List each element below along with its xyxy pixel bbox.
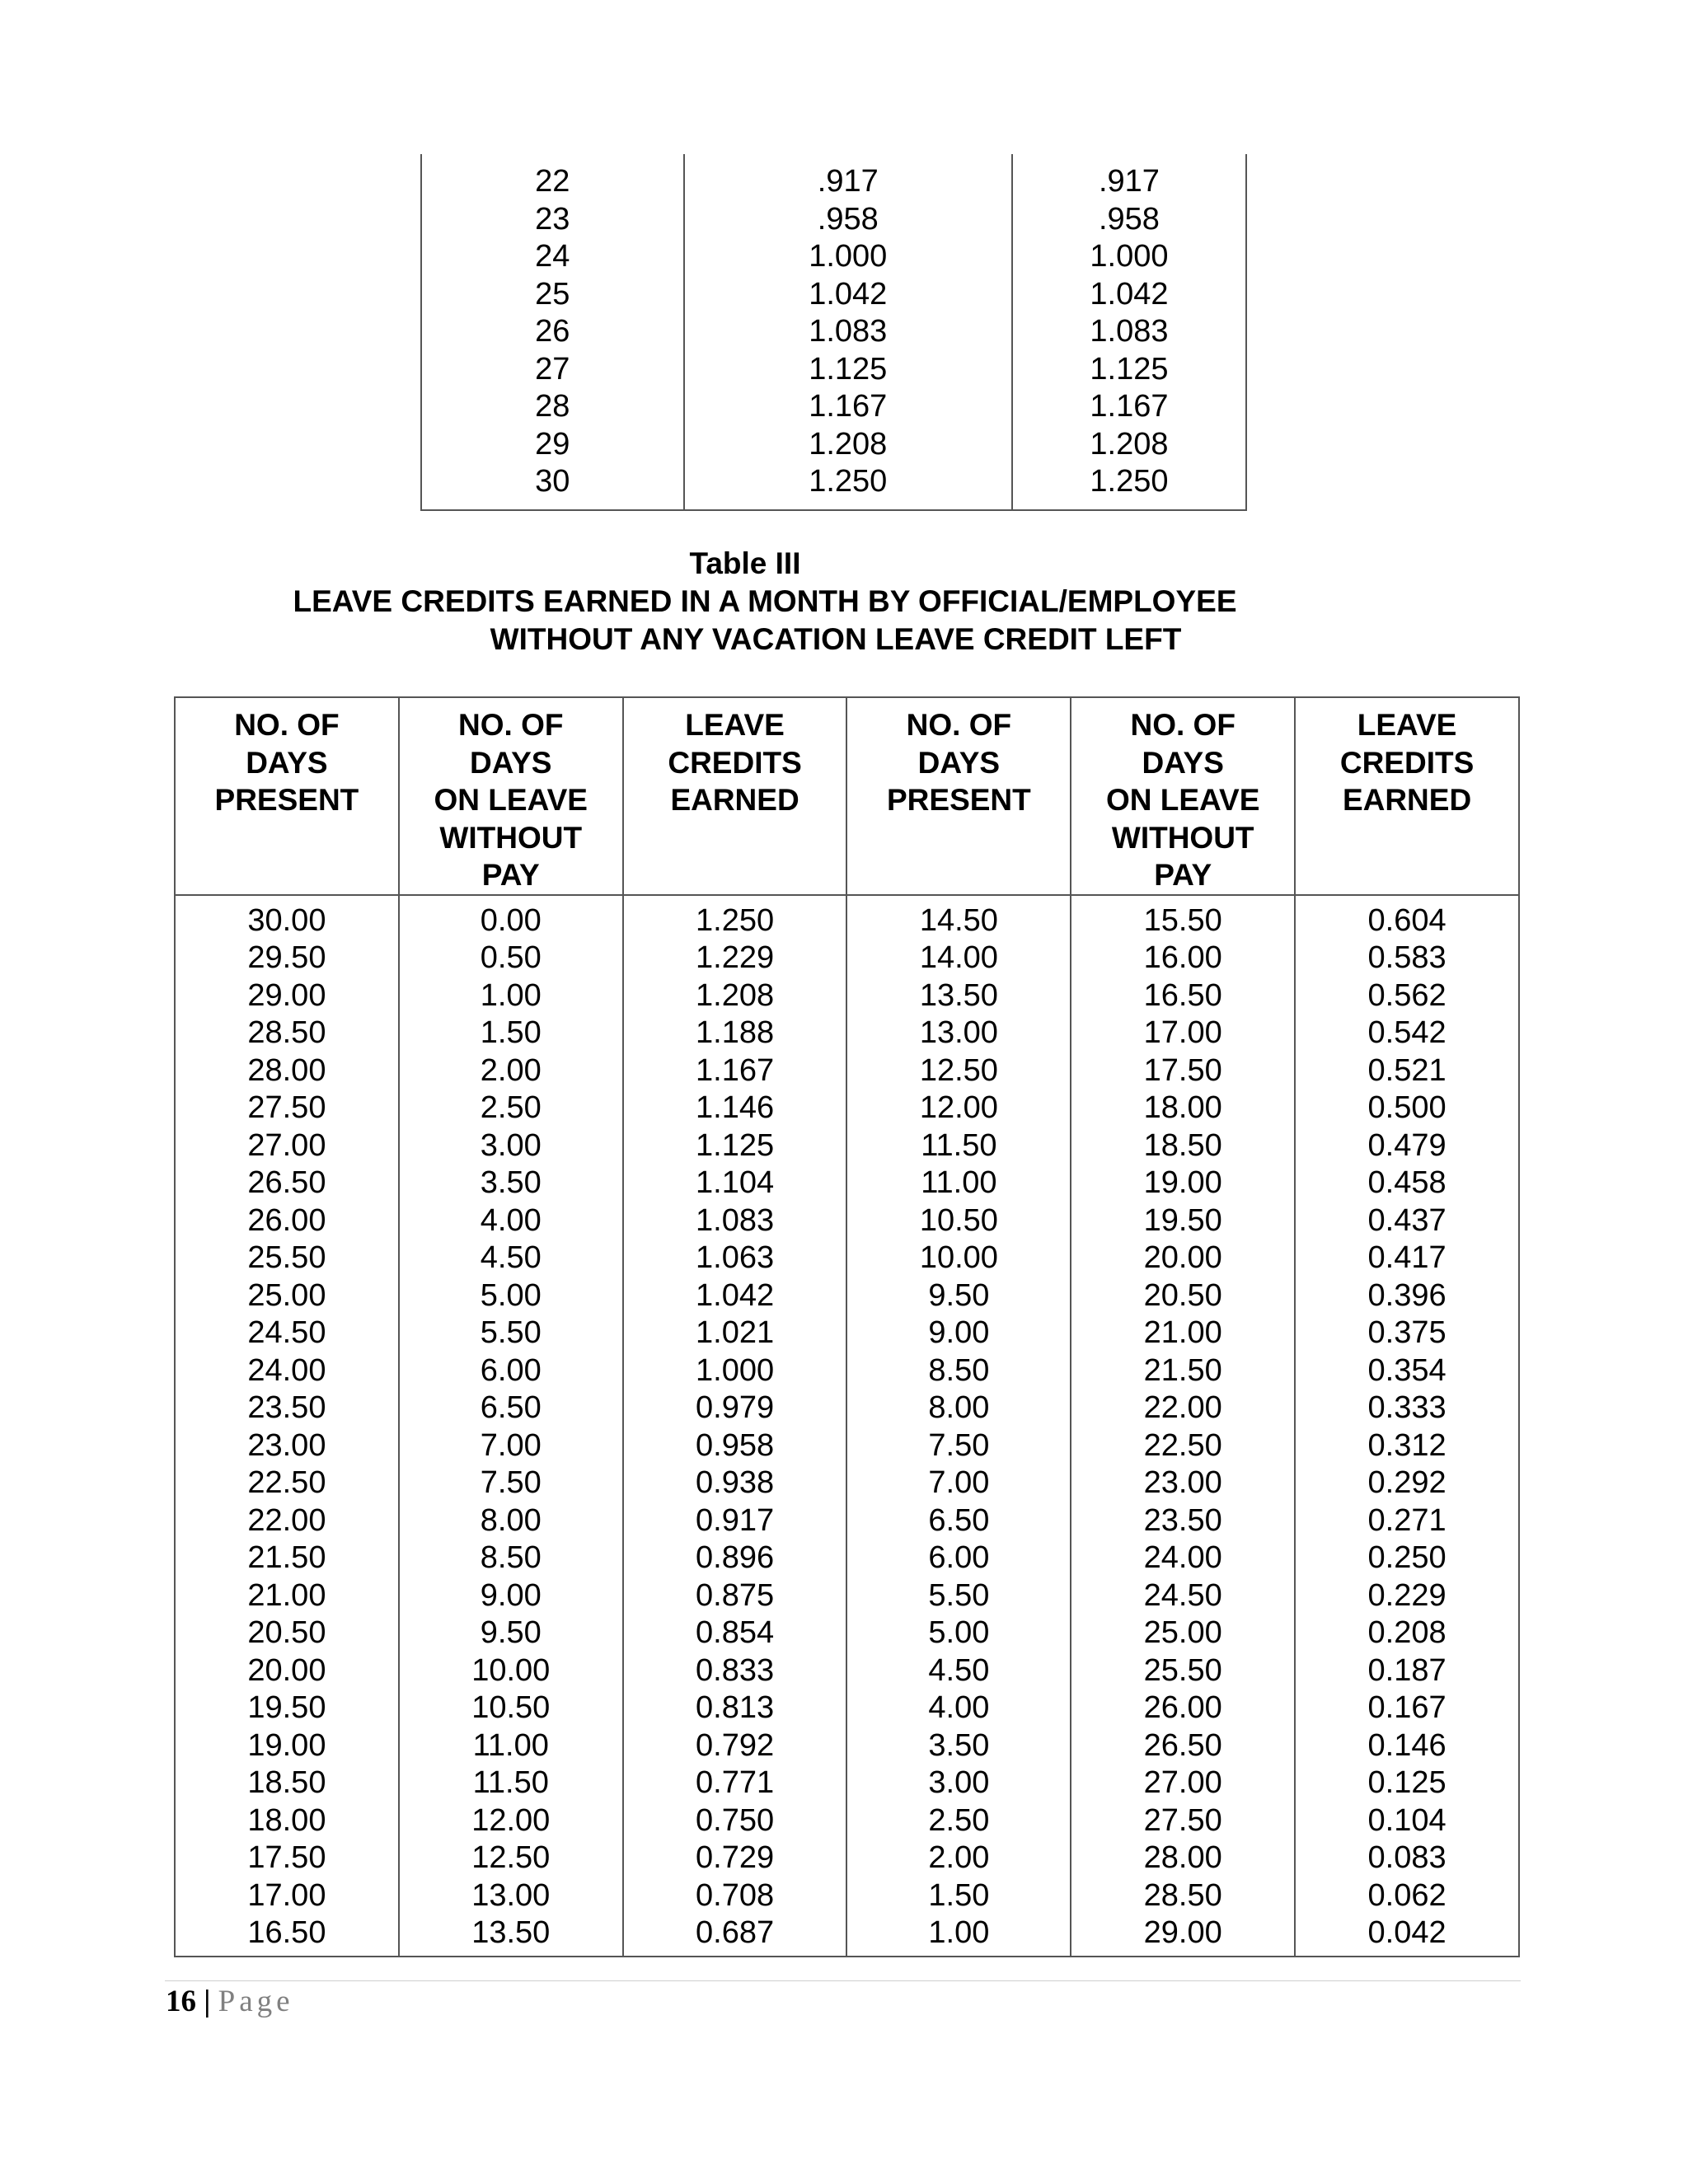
table-label: Table III: [689, 546, 801, 580]
table-row: [175, 1577, 1519, 1615]
table-row: [175, 1465, 1519, 1502]
table-cell: 0.708: [623, 1877, 847, 1915]
table-cell: 4.00: [846, 1690, 1071, 1727]
table-cell: 13.50: [846, 977, 1071, 1015]
table-cell: 0.104: [1295, 1802, 1519, 1840]
table-cell: 19.50: [175, 1690, 399, 1727]
table-cell: 0.042: [1295, 1915, 1519, 1957]
table-cell: 0.792: [623, 1727, 847, 1765]
table-row: [175, 1240, 1519, 1277]
table-cell: 16.00: [1071, 940, 1295, 977]
table-cell: 0.354: [1295, 1352, 1519, 1390]
table-cell: 0.521: [1295, 1052, 1519, 1090]
table-cell: 0.00: [399, 895, 623, 940]
column-header-line: PRESENT: [214, 783, 359, 817]
column-header-line: LEAVE: [685, 708, 785, 742]
page-label: Page: [218, 1985, 294, 2018]
leave-credits-continuation-table: [420, 154, 1247, 511]
table-cell: 0.854: [623, 1615, 847, 1652]
table-cell: 0.687: [623, 1915, 847, 1957]
table-cell: 14.00: [846, 940, 1071, 977]
column-header-line: NO. OF: [1130, 708, 1236, 742]
top-table-cell: 30: [535, 464, 570, 499]
top-table-cell: .958: [817, 201, 879, 237]
table-cell: 17.50: [1071, 1052, 1295, 1090]
table-cell: 8.00: [399, 1502, 623, 1540]
top-table-cell: 1.083: [809, 314, 888, 349]
table-cell: 7.50: [399, 1465, 623, 1502]
table-cell: 8.00: [846, 1390, 1071, 1427]
table-row: [175, 1015, 1519, 1052]
column-header: [175, 697, 399, 895]
top-table-cell: 1.000: [1090, 239, 1169, 274]
table-cell: 27.50: [1071, 1802, 1295, 1840]
column-header-line: DAYS: [1142, 745, 1224, 780]
table-cell: 11.00: [399, 1727, 623, 1765]
table-cell: 22.00: [1071, 1390, 1295, 1427]
table-cell: 13.50: [399, 1915, 623, 1957]
table-row: [175, 940, 1519, 977]
column-header-line: EARNED: [1342, 783, 1472, 817]
table-cell: 25.00: [1071, 1615, 1295, 1652]
table-cell: 4.50: [846, 1652, 1071, 1690]
table-cell: 9.50: [399, 1615, 623, 1652]
table-header-row: [175, 697, 1519, 895]
table-cell: 0.479: [1295, 1127, 1519, 1165]
table-cell: 27.00: [1071, 1765, 1295, 1802]
table-row: [175, 1802, 1519, 1840]
table-cell: 2.50: [846, 1802, 1071, 1840]
top-table-cell: 1.208: [809, 426, 888, 462]
column-header: [399, 697, 623, 895]
table-cell: 12.00: [399, 1802, 623, 1840]
table-cell: 29.00: [1071, 1915, 1295, 1957]
top-table-cell: 23: [535, 201, 570, 237]
table-cell: 0.125: [1295, 1765, 1519, 1802]
table-cell: 10.50: [399, 1690, 623, 1727]
table-cell: 26.00: [1071, 1690, 1295, 1727]
table-row: [175, 1840, 1519, 1877]
column-header: [846, 697, 1071, 895]
table-cell: 4.50: [399, 1240, 623, 1277]
top-table-cell: 1.250: [1090, 464, 1169, 499]
table-row: [175, 1202, 1519, 1240]
top-table-cell: 28: [535, 389, 570, 424]
column-header-line: DAYS: [917, 745, 1001, 780]
table-cell: 9.00: [399, 1577, 623, 1615]
table-cell: 3.50: [846, 1727, 1071, 1765]
table-row: [175, 977, 1519, 1015]
table-cell: 0.50: [399, 940, 623, 977]
table-row: [175, 1540, 1519, 1577]
top-table-cell: 24: [535, 239, 570, 274]
table-cell: 13.00: [846, 1015, 1071, 1052]
table-cell: 1.125: [623, 1127, 847, 1165]
table-cell: 0.292: [1295, 1465, 1519, 1502]
column-header-line: LEAVE: [1357, 708, 1457, 742]
table-cell: 1.104: [623, 1165, 847, 1202]
table-cell: 9.50: [846, 1277, 1071, 1315]
column-header-line: WITHOUT: [439, 820, 583, 855]
top-table-cell: 1.125: [809, 351, 888, 387]
table-cell: 2.50: [399, 1090, 623, 1127]
table-row: [175, 1502, 1519, 1540]
table-cell: 24.00: [1071, 1540, 1295, 1577]
top-table-cell: 1.250: [809, 464, 888, 499]
top-table-cell: 26: [535, 314, 570, 349]
table-cell: 1.00: [399, 977, 623, 1015]
table-cell: 21.00: [175, 1577, 399, 1615]
table-cell: 5.50: [399, 1315, 623, 1352]
table-cell: 28.00: [1071, 1840, 1295, 1877]
top-table-cell: .917: [1098, 164, 1160, 199]
top-table-cell: 1.042: [1090, 276, 1169, 312]
table-cell: 11.50: [846, 1127, 1071, 1165]
table-row: [175, 1427, 1519, 1465]
column-header: [1295, 697, 1519, 895]
table-cell: 26.50: [175, 1165, 399, 1202]
table-cell: 19.00: [1071, 1165, 1295, 1202]
column-header-line: NO. OF: [906, 708, 1012, 742]
table-cell: 6.50: [846, 1502, 1071, 1540]
table-cell: 3.00: [399, 1127, 623, 1165]
table-cell: 0.375: [1295, 1315, 1519, 1352]
table-cell: 22.50: [1071, 1427, 1295, 1465]
top-table-cell: 1.083: [1090, 314, 1169, 349]
table-cell: 9.00: [846, 1315, 1071, 1352]
table-cell: 5.00: [846, 1615, 1071, 1652]
table-cell: 0.271: [1295, 1502, 1519, 1540]
top-table-cell: 1.167: [1090, 389, 1169, 424]
table-cell: 0.083: [1295, 1840, 1519, 1877]
column-header-line: CREDITS: [1339, 745, 1475, 780]
table-cell: 11.50: [399, 1765, 623, 1802]
table-cell: 27.50: [175, 1090, 399, 1127]
page-footer: [166, 1981, 294, 2022]
top-table-col-days: [421, 154, 684, 510]
table-cell: 17.00: [1071, 1015, 1295, 1052]
table-cell: 0.604: [1295, 895, 1519, 940]
table-row: [175, 1727, 1519, 1765]
table-cell: 23.00: [175, 1427, 399, 1465]
table-row: [175, 1165, 1519, 1202]
table-cell: 16.50: [175, 1915, 399, 1957]
table-cell: 0.771: [623, 1765, 847, 1802]
table-row: [175, 1652, 1519, 1690]
top-table-cell: .958: [1098, 201, 1160, 237]
table-cell: 5.00: [399, 1277, 623, 1315]
table-cell: 0.146: [1295, 1727, 1519, 1765]
table-cell: 0.500: [1295, 1090, 1519, 1127]
table-cell: 0.938: [623, 1465, 847, 1502]
table-cell: 10.00: [399, 1652, 623, 1690]
table-cell: 11.00: [846, 1165, 1071, 1202]
table-cell: 28.50: [1071, 1877, 1295, 1915]
table-cell: 1.188: [623, 1015, 847, 1052]
table-cell: 0.562: [1295, 977, 1519, 1015]
footer-divider: [165, 1980, 1521, 1981]
table-cell: 0.750: [623, 1802, 847, 1840]
column-header-line: CREDITS: [668, 745, 802, 780]
table-cell: 0.187: [1295, 1652, 1519, 1690]
table-cell: 21.50: [1071, 1352, 1295, 1390]
table-row: [175, 1315, 1519, 1352]
table-cell: 1.50: [399, 1015, 623, 1052]
table-cell: 28.00: [175, 1052, 399, 1090]
table-cell: 20.00: [175, 1652, 399, 1690]
table-cell: 15.50: [1071, 895, 1295, 940]
column-header-line: PRESENT: [887, 783, 1031, 817]
table-cell: 0.979: [623, 1390, 847, 1427]
table-cell: 1.167: [623, 1052, 847, 1090]
table-cell: 0.542: [1295, 1015, 1519, 1052]
table-cell: 0.250: [1295, 1540, 1519, 1577]
column-header-line: PAY: [481, 858, 540, 892]
table-cell: 25.50: [1071, 1652, 1295, 1690]
column-header-line: WITHOUT: [1111, 820, 1254, 855]
table-cell: 0.458: [1295, 1165, 1519, 1202]
column-header-line: EARNED: [670, 783, 799, 817]
column-header-line: ON LEAVE: [1106, 783, 1260, 817]
table-cell: 1.208: [623, 977, 847, 1015]
table-cell: 17.50: [175, 1840, 399, 1877]
table-cell: 1.063: [623, 1240, 847, 1277]
table-row: [175, 1127, 1519, 1165]
table-row: [175, 1765, 1519, 1802]
table-row: [175, 1090, 1519, 1127]
table-cell: 0.833: [623, 1652, 847, 1690]
leave-credits-table-iii: [174, 696, 1520, 1957]
table-cell: 23.00: [1071, 1465, 1295, 1502]
table-cell: 6.00: [846, 1540, 1071, 1577]
table-cell: 26.00: [175, 1202, 399, 1240]
table-cell: 3.50: [399, 1165, 623, 1202]
table-title-line-2: WITHOUT ANY VACATION LEAVE CREDIT LEFT: [490, 622, 1182, 656]
table-cell: 3.00: [846, 1765, 1071, 1802]
table-cell: 0.208: [1295, 1615, 1519, 1652]
table-cell: 28.50: [175, 1015, 399, 1052]
table-cell: 0.396: [1295, 1277, 1519, 1315]
table-cell: 0.729: [623, 1840, 847, 1877]
table-cell: 0.229: [1295, 1577, 1519, 1615]
table-row: [175, 1615, 1519, 1652]
table-cell: 8.50: [399, 1540, 623, 1577]
table-cell: 2.00: [846, 1840, 1071, 1877]
column-header-line: DAYS: [470, 745, 552, 780]
footer-separator: |: [204, 1985, 211, 2018]
table-cell: 22.00: [175, 1502, 399, 1540]
table-cell: 18.00: [175, 1802, 399, 1840]
table-cell: 16.50: [1071, 977, 1295, 1015]
table-cell: 0.167: [1295, 1690, 1519, 1727]
table-cell: 29.50: [175, 940, 399, 977]
table-title-line-1: LEAVE CREDITS EARNED IN A MONTH BY OFFICIAL/EMPLOYEE: [293, 584, 1237, 618]
column-header-line: PAY: [1154, 858, 1212, 892]
table-row: [175, 1877, 1519, 1915]
table-cell: 24.50: [1071, 1577, 1295, 1615]
column-header-line: ON LEAVE: [434, 783, 588, 817]
top-table-cell: 1.208: [1090, 426, 1169, 462]
table-cell: 25.00: [175, 1277, 399, 1315]
table-cell: 10.50: [846, 1202, 1071, 1240]
table-cell: 1.50: [846, 1877, 1071, 1915]
table-cell: 7.50: [846, 1427, 1071, 1465]
table-cell: 23.50: [175, 1390, 399, 1427]
column-header-line: DAYS: [246, 745, 328, 780]
top-table-cell: 22: [535, 164, 570, 199]
table-cell: 12.50: [399, 1840, 623, 1877]
table-cell: 0.062: [1295, 1877, 1519, 1915]
table-cell: 1.146: [623, 1090, 847, 1127]
table-row: [175, 1277, 1519, 1315]
table-cell: 0.312: [1295, 1427, 1519, 1465]
table-cell: 0.333: [1295, 1390, 1519, 1427]
table-cell: 8.50: [846, 1352, 1071, 1390]
table-cell: 20.50: [1071, 1277, 1295, 1315]
table-row: [175, 1052, 1519, 1090]
table-cell: 21.50: [175, 1540, 399, 1577]
top-table-cell: 27: [535, 351, 570, 387]
top-table-cell: 1.000: [809, 239, 888, 274]
table-cell: 14.50: [846, 895, 1071, 940]
table-cell: 17.00: [175, 1877, 399, 1915]
table-cell: 13.00: [399, 1877, 623, 1915]
top-table-cell: .917: [817, 164, 879, 199]
top-table-col-sick: [1012, 154, 1246, 510]
table-row: [175, 1390, 1519, 1427]
table-cell: 20.50: [175, 1615, 399, 1652]
table-cell: 1.021: [623, 1315, 847, 1352]
table-cell: 27.00: [175, 1127, 399, 1165]
table-cell: 19.50: [1071, 1202, 1295, 1240]
table-cell: 0.875: [623, 1577, 847, 1615]
table-row: [175, 895, 1519, 940]
table-cell: 0.417: [1295, 1240, 1519, 1277]
table-cell: 7.00: [399, 1427, 623, 1465]
top-table-col-vacation: [684, 154, 1012, 510]
top-table-cell: 29: [535, 426, 570, 462]
top-table-cell: 25: [535, 276, 570, 312]
table-cell: 23.50: [1071, 1502, 1295, 1540]
table-cell: 5.50: [846, 1577, 1071, 1615]
table-row: [175, 1352, 1519, 1390]
top-table-cell: 1.042: [809, 276, 888, 312]
table-cell: 30.00: [175, 895, 399, 940]
table-cell: 21.00: [1071, 1315, 1295, 1352]
page-number: 16: [166, 1985, 196, 2018]
table-cell: 12.50: [846, 1052, 1071, 1090]
table-cell: 4.00: [399, 1202, 623, 1240]
table-cell: 1.000: [623, 1352, 847, 1390]
table-cell: 24.50: [175, 1315, 399, 1352]
table-cell: 0.583: [1295, 940, 1519, 977]
table-cell: 6.00: [399, 1352, 623, 1390]
table-row: [175, 1690, 1519, 1727]
table-cell: 0.813: [623, 1690, 847, 1727]
table-cell: 1.00: [846, 1915, 1071, 1957]
table-cell: 1.250: [623, 895, 847, 940]
column-header: [623, 697, 847, 895]
table-cell: 18.00: [1071, 1090, 1295, 1127]
column-header-line: NO. OF: [458, 708, 564, 742]
table-cell: 0.896: [623, 1540, 847, 1577]
table-cell: 24.00: [175, 1352, 399, 1390]
table-cell: 1.042: [623, 1277, 847, 1315]
table-cell: 22.50: [175, 1465, 399, 1502]
table-cell: 12.00: [846, 1090, 1071, 1127]
table-cell: 18.50: [175, 1765, 399, 1802]
table-cell: 1.083: [623, 1202, 847, 1240]
table-cell: 18.50: [1071, 1127, 1295, 1165]
table-cell: 26.50: [1071, 1727, 1295, 1765]
table-cell: 29.00: [175, 977, 399, 1015]
table-cell: 1.229: [623, 940, 847, 977]
column-header-line: NO. OF: [234, 708, 340, 742]
table-cell: 7.00: [846, 1465, 1071, 1502]
table-cell: 0.917: [623, 1502, 847, 1540]
column-header: [1071, 697, 1295, 895]
table-cell: 20.00: [1071, 1240, 1295, 1277]
table-cell: 2.00: [399, 1052, 623, 1090]
table-row: [175, 1915, 1519, 1957]
table-cell: 0.437: [1295, 1202, 1519, 1240]
top-table-cell: 1.167: [809, 389, 888, 424]
table-cell: 25.50: [175, 1240, 399, 1277]
table-cell: 19.00: [175, 1727, 399, 1765]
top-table-cell: 1.125: [1090, 351, 1169, 387]
table-cell: 6.50: [399, 1390, 623, 1427]
table-cell: 10.00: [846, 1240, 1071, 1277]
table-cell: 0.958: [623, 1427, 847, 1465]
